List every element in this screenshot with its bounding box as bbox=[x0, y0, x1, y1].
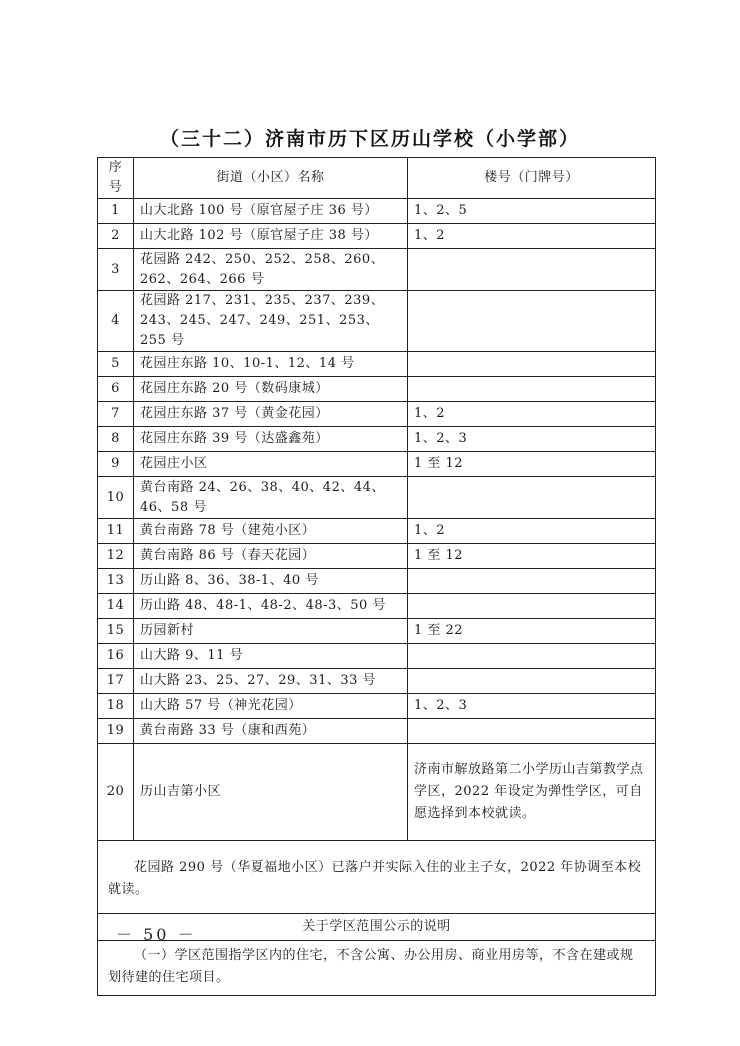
row-building bbox=[408, 249, 656, 291]
table-row bbox=[98, 352, 656, 377]
row-building bbox=[408, 644, 656, 669]
row-street: 花园庄东路 10、10-1、12、14 号 bbox=[134, 352, 408, 377]
table-row bbox=[98, 719, 656, 744]
table-row bbox=[98, 199, 656, 224]
row-building: 1 至 12 bbox=[408, 544, 656, 569]
table-row bbox=[98, 452, 656, 477]
table-row bbox=[98, 569, 656, 594]
table-row bbox=[98, 594, 656, 619]
row-street: 花园路 217、231、235、237、239、243、245、247、249、251、253、255 号 bbox=[134, 291, 408, 352]
row-no: 3 bbox=[98, 249, 134, 291]
page-number: － 50 － bbox=[116, 925, 197, 944]
table-row bbox=[98, 519, 656, 544]
row-street: 黄台南路 33 号（康和西苑） bbox=[134, 719, 408, 744]
table-row bbox=[98, 694, 656, 719]
row-no: 12 bbox=[98, 544, 134, 569]
row-street: 历园新村 bbox=[134, 619, 408, 644]
row-building bbox=[408, 594, 656, 619]
row-building: 1、2、3 bbox=[408, 427, 656, 452]
table-row bbox=[98, 544, 656, 569]
row-street: 花园庄东路 20 号（数码康城） bbox=[134, 377, 408, 402]
row-building bbox=[408, 352, 656, 377]
row-street: 花园庄东路 39 号（达盛鑫苑） bbox=[134, 427, 408, 452]
row-building bbox=[408, 477, 656, 519]
row-no: 13 bbox=[98, 569, 134, 594]
row-building: 1、2 bbox=[408, 402, 656, 427]
row-street: 山大路 57 号（神光花园） bbox=[134, 694, 408, 719]
row-street: 山大北路 100 号（原官屋子庄 36 号） bbox=[134, 199, 408, 224]
row-street: 历山路 48、48-1、48-2、48-3、50 号 bbox=[134, 594, 408, 619]
row-no: 19 bbox=[98, 719, 134, 744]
table-row bbox=[98, 427, 656, 452]
note-text: 花园路 290 号（华夏福地小区）已落户并实际入住的业主子女，2022 年协调至本校就读。 bbox=[98, 841, 656, 914]
row-building: 1、2 bbox=[408, 224, 656, 249]
row-street: 花园庄小区 bbox=[134, 452, 408, 477]
row-street: 黄台南路 78 号（建苑小区） bbox=[134, 519, 408, 544]
row-no: 18 bbox=[98, 694, 134, 719]
row-building: 1、2 bbox=[408, 519, 656, 544]
row-building: 1、2、3 bbox=[408, 694, 656, 719]
row-no: 4 bbox=[98, 291, 134, 352]
table-row bbox=[98, 619, 656, 644]
row-no: 11 bbox=[98, 519, 134, 544]
table-row bbox=[98, 291, 656, 352]
row-building bbox=[408, 719, 656, 744]
page-title: （三十二）济南市历下区历山学校（小学部） bbox=[159, 128, 580, 150]
row-building bbox=[408, 569, 656, 594]
row-building bbox=[408, 377, 656, 402]
row-building: 1、2、5 bbox=[408, 199, 656, 224]
explanation-title: 关于学区范围公示的说明 bbox=[98, 914, 656, 941]
table-row bbox=[98, 477, 656, 519]
row-street: 黄台南路 24、26、38、40、42、44、46、58 号 bbox=[134, 477, 408, 519]
row-building: 1 至 22 bbox=[408, 619, 656, 644]
row-street: 黄台南路 86 号（春天花园） bbox=[134, 544, 408, 569]
row-no: 8 bbox=[98, 427, 134, 452]
row-no: 16 bbox=[98, 644, 134, 669]
row-no: 5 bbox=[98, 352, 134, 377]
row-no: 10 bbox=[98, 477, 134, 519]
row-street: 历山吉第小区 bbox=[134, 744, 408, 841]
table-row bbox=[98, 402, 656, 427]
row-street: 花园路 242、250、252、258、260、262、264、266 号 bbox=[134, 249, 408, 291]
row-street: 山大路 9、11 号 bbox=[134, 644, 408, 669]
row-street: 花园庄东路 37 号（黄金花园） bbox=[134, 402, 408, 427]
header-street: 街道（小区）名称 bbox=[134, 158, 408, 199]
row-building: 济南市解放路第二小学历山吉第教学点学区，2022 年设定为弹性学区，可自愿选择到本校就读。 bbox=[408, 744, 656, 841]
table-row bbox=[98, 669, 656, 694]
row-no: 9 bbox=[98, 452, 134, 477]
explanation-row bbox=[98, 941, 656, 996]
row-street: 山大北路 102 号（原官屋子庄 38 号） bbox=[134, 224, 408, 249]
table-row bbox=[98, 644, 656, 669]
school-district-table bbox=[97, 157, 656, 996]
row-no: 14 bbox=[98, 594, 134, 619]
row-street: 历山路 8、36、38-1、40 号 bbox=[134, 569, 408, 594]
row-building bbox=[408, 669, 656, 694]
table-row bbox=[98, 249, 656, 291]
header-no: 序号 bbox=[98, 158, 134, 199]
row-no: 15 bbox=[98, 619, 134, 644]
table-header-row bbox=[98, 158, 656, 199]
table-row bbox=[98, 377, 656, 402]
row-no: 2 bbox=[98, 224, 134, 249]
row-building: 1 至 12 bbox=[408, 452, 656, 477]
row-no: 7 bbox=[98, 402, 134, 427]
explanation-item-1: （一）学区范围指学区内的住宅，不含公寓、办公用房、商业用房等，不含在建或规划待建的住宅项目。 bbox=[98, 941, 656, 996]
table-row bbox=[98, 744, 656, 841]
table-row bbox=[98, 224, 656, 249]
row-no: 6 bbox=[98, 377, 134, 402]
row-building bbox=[408, 291, 656, 352]
row-no: 17 bbox=[98, 669, 134, 694]
row-street: 山大路 23、25、27、29、31、33 号 bbox=[134, 669, 408, 694]
row-no: 1 bbox=[98, 199, 134, 224]
row-no: 20 bbox=[98, 744, 134, 841]
note-row bbox=[98, 841, 656, 914]
header-building: 楼号（门牌号） bbox=[408, 158, 656, 199]
